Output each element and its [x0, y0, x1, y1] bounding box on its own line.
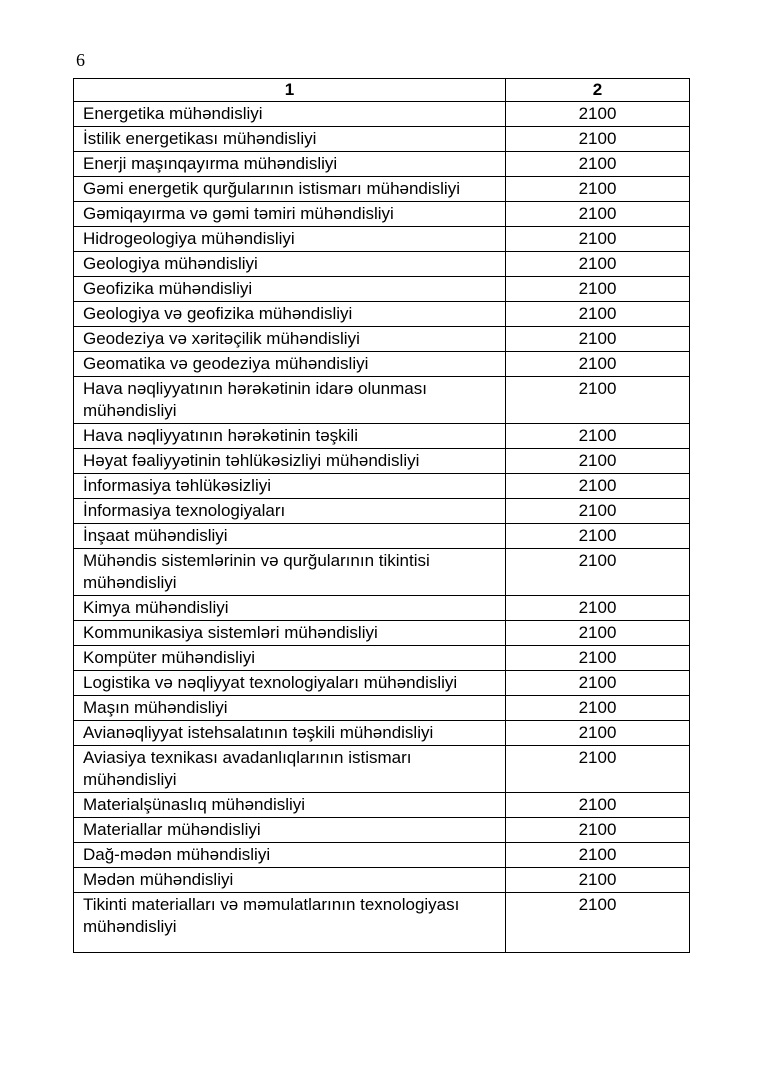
specialty-name-cell: Hava nəqliyyatının hərəkətinin təşkili — [74, 424, 506, 449]
table-row — [74, 524, 690, 549]
specialty-name-cell: Gəmiqayırma və gəmi təmiri mühəndisliyi — [74, 202, 506, 227]
table-row — [74, 671, 690, 696]
table-row — [74, 646, 690, 671]
specialty-name-cell: Həyat fəaliyyətinin təhlükəsizliyi mühəndisliyi — [74, 449, 506, 474]
specialty-name-cell: Geofizika mühəndisliyi — [74, 277, 506, 302]
specialty-value-cell: 2100 — [506, 352, 690, 377]
specialty-value-cell: 2100 — [506, 152, 690, 177]
specialty-name-cell: Geologiya və geofizika mühəndisliyi — [74, 302, 506, 327]
specialty-value-cell: 2100 — [506, 596, 690, 621]
specialty-name-cell: Maşın mühəndisliyi — [74, 696, 506, 721]
table-row — [74, 793, 690, 818]
table-row — [74, 474, 690, 499]
specialty-value-cell: 2100 — [506, 449, 690, 474]
specialty-name-cell: Enerji maşınqayırma mühəndisliyi — [74, 152, 506, 177]
specialty-name-cell: Kompüter mühəndisliyi — [74, 646, 506, 671]
specialty-value-cell: 2100 — [506, 227, 690, 252]
specialty-value-cell: 2100 — [506, 302, 690, 327]
specialty-value-cell: 2100 — [506, 424, 690, 449]
specialty-value-cell: 2100 — [506, 252, 690, 277]
specialty-table — [73, 78, 690, 953]
table-row — [74, 893, 690, 953]
table-row — [74, 843, 690, 868]
specialty-name-cell: Mühəndis sistemlərinin və qurğularının tikintisi mühəndisliyi — [74, 549, 506, 596]
specialty-name-cell: Mədən mühəndisliyi — [74, 868, 506, 893]
table-row — [74, 302, 690, 327]
table-row — [74, 818, 690, 843]
table-row — [74, 621, 690, 646]
specialty-value-cell: 2100 — [506, 818, 690, 843]
specialty-name-cell: Geodeziya və xəritəçilik mühəndisliyi — [74, 327, 506, 352]
table-row — [74, 377, 690, 424]
specialty-name-cell: Kommunikasiya sistemləri mühəndisliyi — [74, 621, 506, 646]
specialty-name-cell: İnşaat mühəndisliyi — [74, 524, 506, 549]
specialty-value-cell: 2100 — [506, 202, 690, 227]
specialty-name-cell: Materialşünaslıq mühəndisliyi — [74, 793, 506, 818]
specialty-name-cell: Hidrogeologiya mühəndisliyi — [74, 227, 506, 252]
specialty-name-cell: Geologiya mühəndisliyi — [74, 252, 506, 277]
specialty-value-cell: 2100 — [506, 696, 690, 721]
specialty-name-cell: Materiallar mühəndisliyi — [74, 818, 506, 843]
table-row — [74, 152, 690, 177]
specialty-value-cell: 2100 — [506, 277, 690, 302]
table-row — [74, 596, 690, 621]
page-number: 6 — [76, 50, 85, 70]
specialty-value-cell: 2100 — [506, 524, 690, 549]
specialty-value-cell: 2100 — [506, 868, 690, 893]
table-header-row — [74, 79, 690, 102]
specialty-value-cell: 2100 — [506, 793, 690, 818]
table-row — [74, 696, 690, 721]
specialty-value-cell: 2100 — [506, 177, 690, 202]
specialty-name-cell: Logistika və nəqliyyat texnologiyaları mühəndisliyi — [74, 671, 506, 696]
specialty-name-cell: Kimya mühəndisliyi — [74, 596, 506, 621]
table-row — [74, 549, 690, 596]
specialty-name-cell: Geomatika və geodeziya mühəndisliyi — [74, 352, 506, 377]
specialty-value-cell: 2100 — [506, 621, 690, 646]
specialty-name-cell: İnformasiya təhlükəsizliyi — [74, 474, 506, 499]
specialty-name-cell: Avianəqliyyat istehsalatının təşkili mühəndisliyi — [74, 721, 506, 746]
table-row — [74, 499, 690, 524]
table-row — [74, 102, 690, 127]
specialty-name-cell: İnformasiya texnologiyaları — [74, 499, 506, 524]
table-row — [74, 721, 690, 746]
table-body — [74, 102, 690, 953]
specialty-name-cell: Aviasiya texnikası avadanlıqlarının istismarı mühəndisliyi — [74, 746, 506, 793]
table-row — [74, 277, 690, 302]
specialty-value-cell: 2100 — [506, 102, 690, 127]
table-row — [74, 352, 690, 377]
table-row — [74, 177, 690, 202]
specialty-name-cell: Energetika mühəndisliyi — [74, 102, 506, 127]
specialty-value-cell: 2100 — [506, 721, 690, 746]
specialty-name-cell: Hava nəqliyyatının hərəkətinin idarə olunması mühəndisliyi — [74, 377, 506, 424]
specialty-value-cell: 2100 — [506, 549, 690, 596]
table-row — [74, 868, 690, 893]
specialty-value-cell: 2100 — [506, 646, 690, 671]
column-header-2: 2 — [506, 79, 690, 102]
table-row — [74, 746, 690, 793]
table-row — [74, 127, 690, 152]
specialty-value-cell: 2100 — [506, 893, 690, 953]
table-row — [74, 202, 690, 227]
specialty-name-cell: Dağ-mədən mühəndisliyi — [74, 843, 506, 868]
specialty-name-cell: İstilik energetikası mühəndisliyi — [74, 127, 506, 152]
specialty-value-cell: 2100 — [506, 474, 690, 499]
column-header-1: 1 — [74, 79, 506, 102]
specialty-value-cell: 2100 — [506, 127, 690, 152]
table-row — [74, 449, 690, 474]
table-row — [74, 227, 690, 252]
specialty-value-cell: 2100 — [506, 499, 690, 524]
specialty-value-cell: 2100 — [506, 327, 690, 352]
specialty-value-cell: 2100 — [506, 746, 690, 793]
specialty-value-cell: 2100 — [506, 377, 690, 424]
specialty-name-cell: Gəmi energetik qurğularının istismarı mühəndisliyi — [74, 177, 506, 202]
specialty-name-cell: Tikinti materialları və məmulatlarının texnologiyası mühəndisliyi — [74, 893, 506, 953]
table-row — [74, 424, 690, 449]
table-row — [74, 327, 690, 352]
table-row — [74, 252, 690, 277]
specialty-value-cell: 2100 — [506, 671, 690, 696]
specialty-value-cell: 2100 — [506, 843, 690, 868]
